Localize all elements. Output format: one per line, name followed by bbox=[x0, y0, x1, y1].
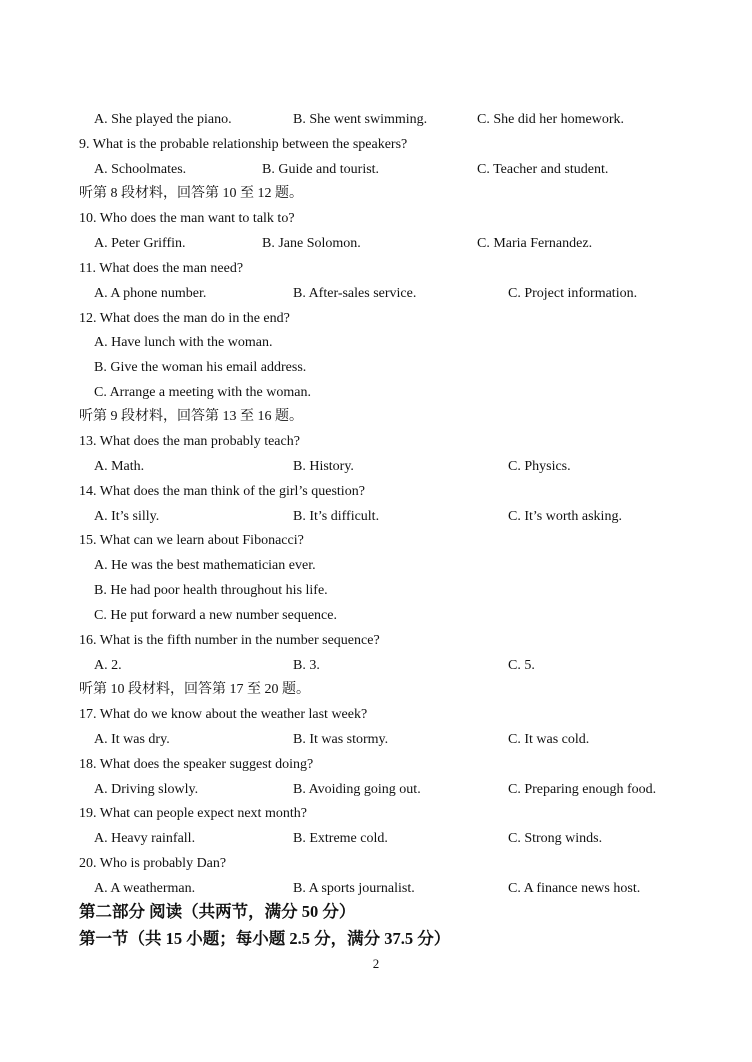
q11-option-a: A. A phone number. bbox=[94, 286, 207, 301]
q15-option-b: B. He had poor health throughout his life. bbox=[94, 583, 328, 598]
q13-option-b: B. History. bbox=[293, 459, 354, 474]
q19-stem: 19. What can people expect next month? bbox=[79, 806, 307, 821]
q18-option-c: C. Preparing enough food. bbox=[508, 782, 657, 797]
q9-option-b: B. Guide and tourist. bbox=[262, 162, 380, 177]
q12-stem: 12. What does the man do in the end? bbox=[79, 311, 290, 326]
q10-option-c: C. Maria Fernandez. bbox=[477, 236, 593, 251]
q14-option-c: C. It’s worth asking. bbox=[508, 509, 622, 524]
q11-option-c: C. Project information. bbox=[508, 286, 638, 301]
q8-option-b: B. She went swimming. bbox=[293, 112, 428, 127]
q8-option-c: C. She did her homework. bbox=[477, 112, 624, 127]
q18-stem: 18. What does the speaker suggest doing? bbox=[79, 757, 314, 772]
q8-option-a: A. She played the piano. bbox=[94, 112, 232, 127]
q13-option-c: C. Physics. bbox=[508, 459, 571, 474]
q9-option-a: A. Schoolmates. bbox=[94, 162, 187, 177]
q19-option-b: B. Extreme cold. bbox=[293, 831, 388, 846]
q17-option-a: A. It was dry. bbox=[94, 732, 170, 747]
q14-option-a: A. It’s silly. bbox=[94, 509, 160, 524]
q19-option-a: A. Heavy rainfall. bbox=[94, 831, 196, 846]
q14-stem: 14. What does the man think of the girl’s question? bbox=[79, 484, 365, 499]
q13-stem: 13. What does the man probably teach? bbox=[79, 434, 300, 449]
q10-option-a: A. Peter Griffin. bbox=[94, 236, 186, 251]
q9-option-c: C. Teacher and student. bbox=[477, 162, 609, 177]
q20-option-b: B. A sports journalist. bbox=[293, 881, 415, 896]
q18-option-a: A. Driving slowly. bbox=[94, 782, 199, 797]
section1-heading: 第一节（共 15 小题；每小题 2.5 分，满分 37.5 分） bbox=[79, 929, 451, 948]
q18-option-b: B. Avoiding going out. bbox=[293, 782, 421, 797]
q11-option-b: B. After-sales service. bbox=[293, 286, 417, 301]
q16-stem: 16. What is the fifth number in the number sequence? bbox=[79, 633, 380, 648]
instruction-passage-10: 听第 10 段材料，回答第 17 至 20 题。 bbox=[79, 682, 310, 697]
q16-option-c: C. 5. bbox=[508, 658, 535, 673]
q15-option-c: C. He put forward a new number sequence. bbox=[94, 608, 337, 623]
q20-option-a: A. A weatherman. bbox=[94, 881, 196, 896]
part2-heading: 第二部分 阅读（共两节，满分 50 分） bbox=[79, 902, 356, 921]
q11-stem: 11. What does the man need? bbox=[79, 261, 244, 276]
q12-option-b: B. Give the woman his email address. bbox=[94, 360, 307, 375]
q17-stem: 17. What do we know about the weather last week? bbox=[79, 707, 368, 722]
page-number: 2 bbox=[372, 956, 380, 971]
q10-option-b: B. Jane Solomon. bbox=[262, 236, 361, 251]
q12-option-a: A. Have lunch with the woman. bbox=[94, 335, 273, 350]
q16-option-a: A. 2. bbox=[94, 658, 122, 673]
q15-option-a: A. He was the best mathematician ever. bbox=[94, 558, 316, 573]
q20-option-c: C. A finance news host. bbox=[508, 881, 641, 896]
q20-stem: 20. Who is probably Dan? bbox=[79, 856, 227, 871]
q16-option-b: B. 3. bbox=[293, 658, 320, 673]
q10-stem: 10. Who does the man want to talk to? bbox=[79, 211, 295, 226]
instruction-passage-9: 听第 9 段材料，回答第 13 至 16 题。 bbox=[79, 409, 303, 424]
q13-option-a: A. Math. bbox=[94, 459, 145, 474]
q14-option-b: B. It’s difficult. bbox=[293, 509, 380, 524]
q9-stem: 9. What is the probable relationship between the speakers? bbox=[79, 137, 408, 152]
q17-option-c: C. It was cold. bbox=[508, 732, 590, 747]
q19-option-c: C. Strong winds. bbox=[508, 831, 603, 846]
q15-stem: 15. What can we learn about Fibonacci? bbox=[79, 533, 304, 548]
q17-option-b: B. It was stormy. bbox=[293, 732, 389, 747]
instruction-passage-8: 听第 8 段材料，回答第 10 至 12 题。 bbox=[79, 186, 303, 201]
q12-option-c: C. Arrange a meeting with the woman. bbox=[94, 385, 311, 400]
